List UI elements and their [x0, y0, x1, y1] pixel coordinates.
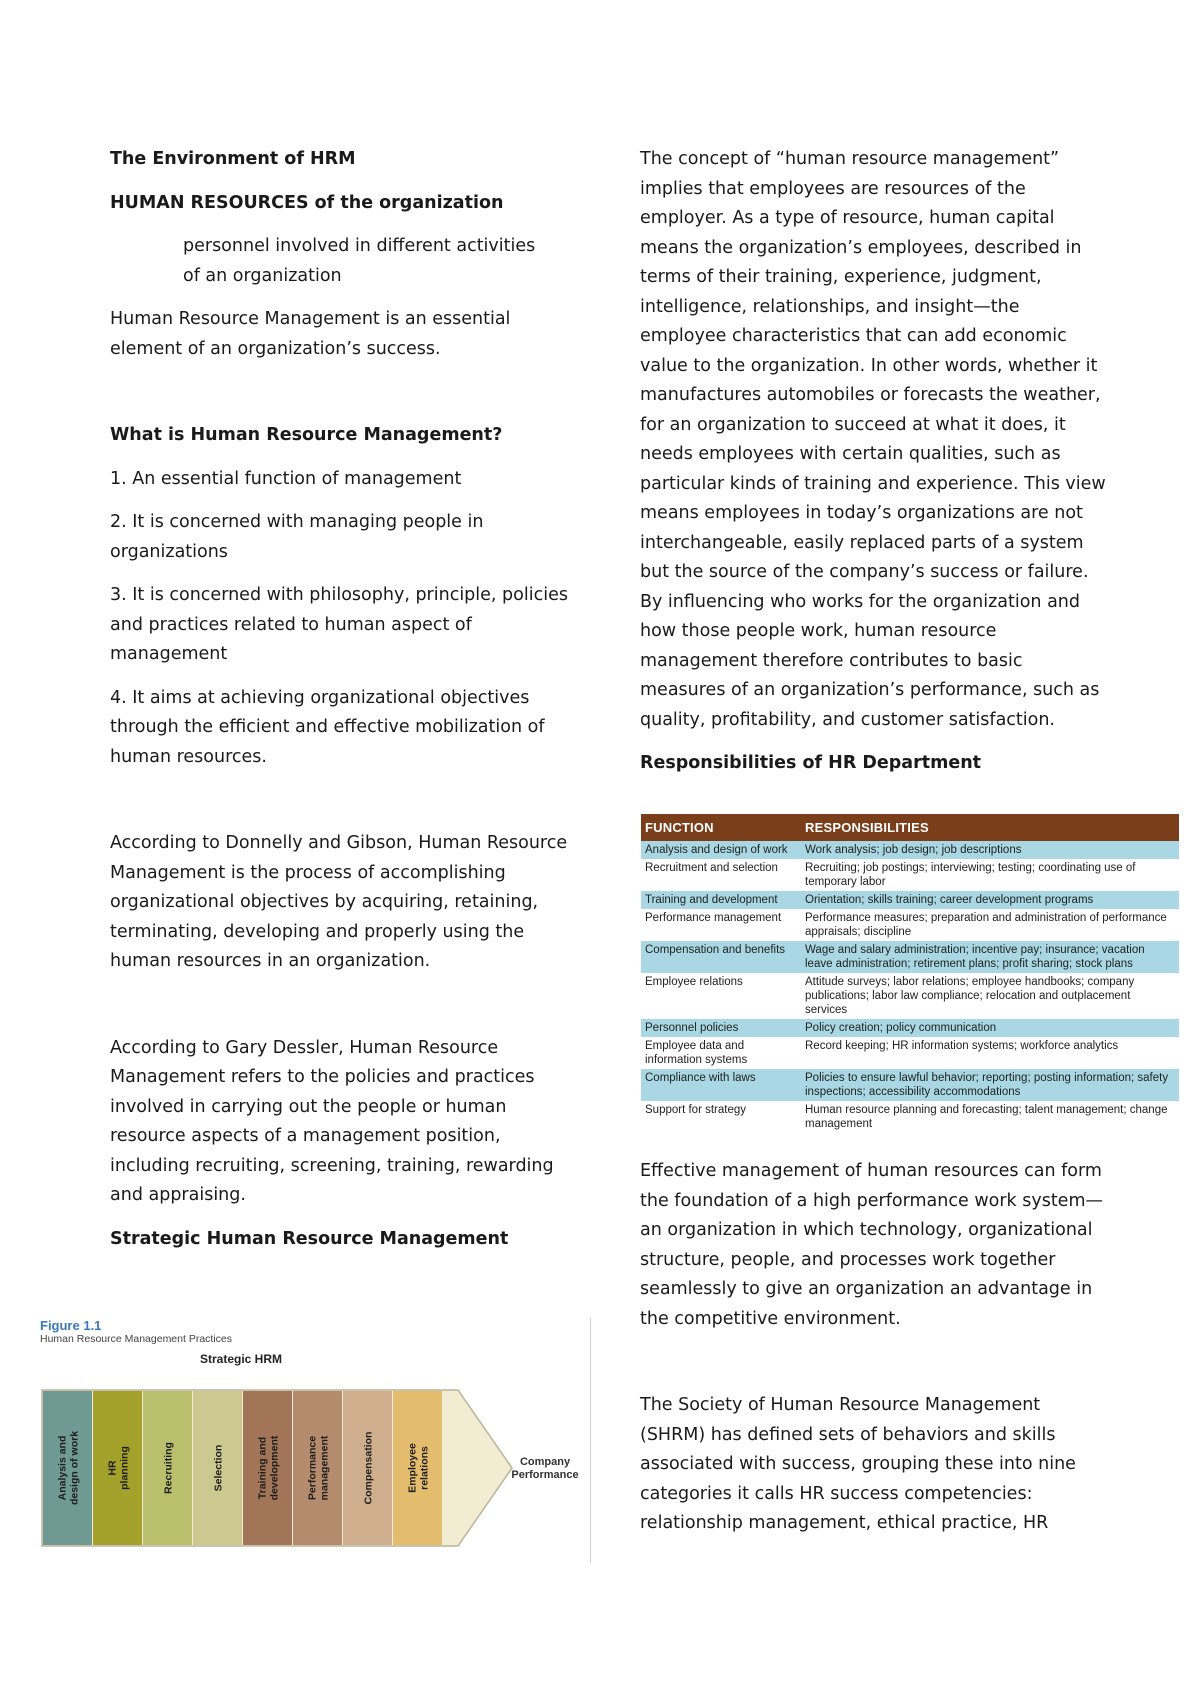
definition-line-1: personnel involved in different activities: [183, 236, 536, 256]
responsibility-cell: Policy creation; policy communication: [801, 1019, 1179, 1037]
point-2: 2. It is concerned with managing people in organizations: [110, 512, 484, 562]
responsibilities-table: [641, 814, 1179, 1133]
responsibility-cell: Human resource planning and forecasting; talent management; change management: [801, 1101, 1179, 1133]
table-row: [641, 1037, 1179, 1069]
responsibility-cell: Work analysis; job design; job descriptions: [801, 841, 1179, 859]
table-row: [641, 909, 1179, 941]
table-row: [641, 1019, 1179, 1037]
table-row: [641, 841, 1179, 859]
function-cell: Personnel policies: [641, 1019, 801, 1037]
table-header-row: [641, 814, 1179, 841]
responsibility-cell: Policies to ensure lawful behavior; reporting; posting information; safety inspections; accessibility accommodations: [801, 1069, 1179, 1101]
function-cell: Performance management: [641, 909, 801, 941]
dessler-paragraph: According to Gary Dessler, Human Resource Management refers to the policies and practices involved in carrying out the people or human resource aspects of a management position, including recruiting, screening, training, rewarding and appraising.: [110, 1037, 554, 1205]
practice-label-line-1: Employee: [406, 1443, 419, 1493]
table-row: [641, 941, 1179, 973]
responsibility-cell: Orientation; skills training; career development programs: [801, 891, 1179, 909]
heading-environment: The Environment of HRM: [110, 149, 356, 169]
definition-line-2: of an organization: [183, 265, 342, 286]
effective-paragraph: Effective management of human resources can form the foundation of a high performance work system—an organization in which technology, organizational structure, people, and processes work together seamlessly to give an organization an advantage in the competitive environment.: [640, 1161, 1103, 1329]
practice-label-line-1: HR: [106, 1460, 119, 1476]
responsibility-cell: Wage and salary administration; incentive pay; insurance; vacation leave administration; retirement plans; profit sharing; stock plans: [801, 941, 1179, 973]
practice-label: [163, 1442, 175, 1494]
responsibilities-heading: Responsibilities of HR Department: [640, 753, 982, 773]
practice-label-line-1: Training and: [256, 1436, 269, 1500]
responsibility-cell: Record keeping; HR information systems; workforce analytics: [801, 1037, 1179, 1069]
function-cell: Recruitment and selection: [641, 859, 801, 891]
concept-paragraph: The concept of “human resource management” implies that employees are resources of the employer. As a type of resource, human capital means the organization’s employees, described in terms of their training, experience, judgment, intelligence, relationships, and insight—the employee characteristics that can add economic value to the organization. In other words, whether it manufactures automobiles or forecasts the weather, for an organization to succeed at what it does, it needs employees with certain qualities, such as particular kinds of training and experience. This view means employees in today’s organizations are not interchangeable, easily replaced parts of a system but the source of the company’s success or failure. By influencing who works for the organization and how those people work, human resource management therefore contributes to basic measures of an organization’s performance, such as quality, profitability, and customer satisfaction.: [640, 149, 1106, 730]
practice-label-line-2: relations: [418, 1446, 431, 1490]
column-divider: [590, 1318, 591, 1563]
practice-label: [307, 1435, 331, 1500]
shrm-paragraph: The Society of Human Resource Management (SHRM) has defined sets of behaviors and skills associated with success, grouping these into nine categories it calls HR success competencies: relationship management, ethical practice, HR: [640, 1395, 1076, 1533]
practice-label-line-2: planning: [118, 1446, 131, 1490]
question-heading: What is Human Resource Management?: [110, 425, 503, 445]
right-column: [640, 145, 1110, 779]
table-row: [641, 1101, 1179, 1133]
outcome-label-line-1: Company: [519, 1456, 571, 1468]
table-row: [641, 891, 1179, 909]
responsibility-cell: Attitude surveys; labor relations; employee handbooks; company publications; labor law compliance; relocation and outplacement services: [801, 973, 1179, 1019]
function-cell: Compensation and benefits: [641, 941, 801, 973]
function-cell: Compliance with laws: [641, 1069, 801, 1101]
practice-label-line-1: Compensation: [362, 1431, 375, 1505]
practice-label-line-2: development: [268, 1435, 281, 1501]
table-row: [641, 859, 1179, 891]
left-column: [110, 145, 580, 1254]
table-row: [641, 1069, 1179, 1101]
responsibility-cell: Recruiting; job postings; interviewing; testing; coordinating use of temporary labor: [801, 859, 1179, 891]
strategic-hrm-heading: Strategic Human Resource Management: [110, 1228, 509, 1249]
figure-number: Figure 1.1: [40, 1318, 102, 1333]
table-row: [641, 973, 1179, 1019]
outcome-label-line-2: Performance: [511, 1469, 579, 1481]
practice-label-line-2: management: [318, 1435, 331, 1501]
point-3: 3. It is concerned with philosophy, principle, policies and practices related to human aspect of management: [110, 585, 568, 664]
strategic-hrm-figure: [40, 1318, 590, 1558]
practices-diagram: [40, 1368, 590, 1568]
figure-caption: Human Resource Management Practices: [40, 1333, 233, 1345]
practice-label-line-1: Performance: [306, 1435, 319, 1501]
heading-human-resources: HUMAN RESOURCES of the organization: [110, 192, 504, 213]
figure-header: Strategic HRM: [200, 1352, 283, 1366]
function-cell: Analysis and design of work: [641, 841, 801, 859]
point-1: 1. An essential function of management: [110, 468, 462, 489]
function-cell: Employee data and information systems: [641, 1037, 801, 1069]
practice-label: [257, 1435, 281, 1500]
practice-label: [57, 1431, 81, 1505]
responsibility-cell: Performance measures; preparation and administration of performance appraisals; discipline: [801, 909, 1179, 941]
practice-label: [363, 1432, 375, 1505]
practice-label-line-2: design of work: [68, 1430, 81, 1506]
function-cell: Employee relations: [641, 973, 801, 1019]
practice-label: [407, 1443, 431, 1493]
practice-label-line-1: Analysis and: [56, 1435, 69, 1501]
function-cell: Training and development: [641, 891, 801, 909]
table-header-responsibilities: RESPONSIBILITIES: [801, 814, 1179, 841]
right-column-lower: [640, 1157, 1110, 1539]
intro-paragraph: Human Resource Management is an essential element of an organization’s success.: [110, 309, 511, 359]
point-4: 4. It aims at achieving organizational objectives through the efficient and effective mobilization of human resources.: [110, 687, 545, 767]
practice-label: [213, 1445, 225, 1492]
practice-label-line-1: Selection: [212, 1444, 225, 1492]
function-cell: Support for strategy: [641, 1101, 801, 1133]
table-header-function: FUNCTION: [641, 814, 801, 841]
donnelly-paragraph: According to Donnelly and Gibson, Human Resource Management is the process of accomplishing organizational objectives by acquiring, retaining, terminating, developing and properly using the human resources in an organization.: [110, 833, 568, 971]
practice-label-line-1: Recruiting: [162, 1442, 175, 1494]
